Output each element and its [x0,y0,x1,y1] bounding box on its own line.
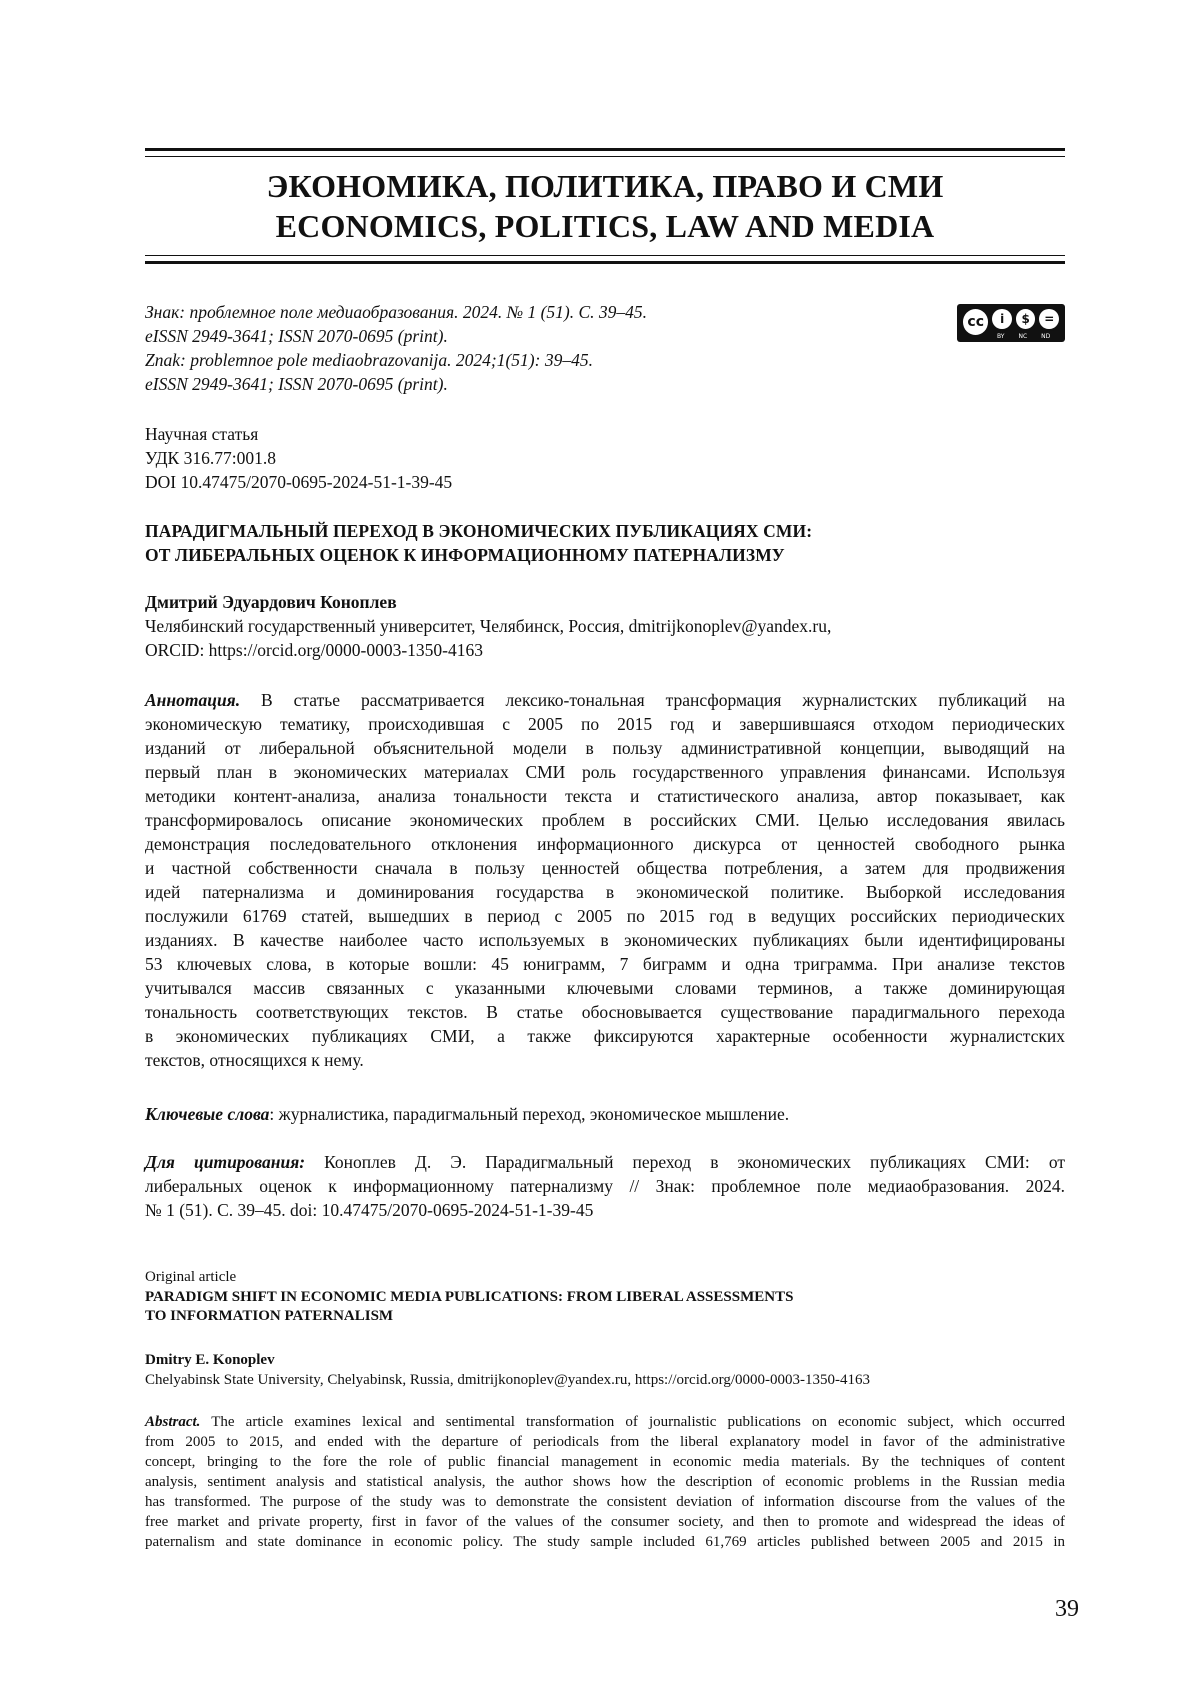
noderivatives-icon: = [1037,307,1061,331]
english-header [145,1268,1065,1327]
journal-citation-line: eISSN 2949-3641; ISSN 2070-0695 (print). [145,374,448,394]
page-number: 39 [1055,1596,1079,1622]
abstract-en-label: Abstract. [145,1414,201,1430]
journal-citation-line: Znak: problemnoe pole mediaobrazovanija. 2024;1(51): 39–45. [145,350,593,370]
journal-citation-line: eISSN 2949-3641; ISSN 2070-0695 (print). [145,326,448,346]
abstract-en-line [145,1412,1065,1432]
section-title [145,166,1065,246]
author-name-en: Dmitry E. Konoplev [145,1352,275,1368]
citation-ru-line: либеральных оценок к информационному патернализму // Знак: проблемное поле медиаобразования. 2024. [145,1176,1065,1196]
citation-ru [145,1150,1065,1222]
abstract-ru-line: методики контент-анализа, анализа тональности текста и статистического анализа, автор показывает, как [145,786,1065,806]
keywords-ru [145,1102,789,1126]
cc-icon: cc [961,307,990,337]
abstract-ru-text: В статье рассматривается лексико-тональная трансформация журналистских публикаций на [240,690,1065,710]
keywords-ru-text: : журналистика, парадигмальный переход, экономическое мышление. [269,1104,790,1124]
abstract-ru-line: текстов, относящихся к нему. [145,1050,364,1070]
cc-labels [997,333,1050,340]
abstract-ru-line: изданиях. В качестве наиболее часто используемых в экономических публикациях были идентифицированы [145,930,1065,950]
article-title-ru-line: ПАРАДИГМАЛЬНЫЙ ПЕРЕХОД В ЭКОНОМИЧЕСКИХ ПУБЛИКАЦИЯХ СМИ: [145,521,813,541]
citation-ru-line [145,1150,1065,1174]
cc-label-nd: ND [1041,333,1051,340]
abstract-ru-line: демонстрация последовательного отклонения информационного дискурса от ценностей свободного рынка [145,834,1065,854]
citation-ru-text: Коноплев Д. Э. Парадигмальный переход в экономических публикациях СМИ: от [305,1152,1065,1172]
author-name-ru: Дмитрий Эдуардович Коноплев [145,592,397,612]
abstract-ru-line: в экономических публикациях СМИ, а также фиксируются характерные особенности журналистских [145,1026,1065,1046]
abstract-en-line: paternalism and state dominance in economic policy. The study sample included 61,769 articles published between 2005 and 2015 in [145,1534,1065,1550]
author-ru [145,590,831,662]
journal-citation [145,300,905,396]
section-title-en: ECONOMICS, POLITICS, LAW AND MEDIA [275,208,935,244]
section-title-ru: ЭКОНОМИКА, ПОЛИТИКА, ПРАВО И СМИ [266,168,944,204]
header-rule-bottom [145,255,1065,264]
author-en [145,1350,870,1390]
abstract-ru-line: экономическую тематику, происходившая с 2005 по 2015 год и завершившаяся отходом периодических [145,714,1065,734]
author-affiliation-ru: Челябинский государственный университет, Челябинск, Россия, dmitrijkonoplev@yandex.ru, [145,616,832,636]
article-title-ru-line: ОТ ЛИБЕРАЛЬНЫХ ОЦЕНОК К ИНФОРМАЦИОННОМУ ПАТЕРНАЛИЗМУ [145,545,785,565]
article-title-ru [145,519,1065,567]
abstract-ru-line: трансформировалось описание экономических проблем в российских СМИ. Целью исследования явилась [145,810,1065,830]
abstract-en-line: from 2005 to 2015, and ended with the departure of periodicals from the liberal explanatory model in favor of the administrative [145,1434,1065,1450]
abstract-ru-line: идей патернализма и доминирования государства в экономической политике. Выборкой исследования [145,882,1065,902]
author-affiliation-en: Chelyabinsk State University, Chelyabinsk, Russia, dmitrijkonoplev@yandex.ru, https://orcid.org/0000-0003-1350-4163 [145,1372,870,1388]
abstract-ru-line: тональность соответствующих текстов. В статье обосновывается существование парадигмального перехода [145,1002,1065,1022]
abstract-en-text: The article examines lexical and sentimental transformation of journalistic publications on economic subject, which occurred [200,1414,1065,1430]
abstract-en [145,1412,1065,1552]
citation-ru-label: Для цитирования: [145,1152,306,1172]
abstract-en-line: analysis, sentiment analysis and statistical analysis, the author shows how the description of economic problems in the Russian media [145,1474,1065,1490]
abstract-ru-line: и частной собственности сначала в пользу ценностей общества потребления, а затем для продвижения [145,858,1065,878]
article-title-en-line: PARADIGM SHIFT IN ECONOMIC MEDIA PUBLICATIONS: FROM LIBERAL ASSESSMENTS [145,1288,794,1305]
cc-license-badge[interactable] [957,304,1065,342]
abstract-ru-line [145,688,1065,712]
abstract-en-line: has transformed. The purpose of the study was to demonstrate the consistent deviation of information discourse from the values of the [145,1494,1065,1510]
abstract-ru-line: изданий от либеральной объяснительной модели в пользу административной концепции, выводящий на [145,738,1065,758]
abstract-ru-line: 53 ключевых слова, в которые вошли: 45 юниграмм, 7 биграмм и одна триграмма. При анализе текстов [145,954,1065,974]
attribution-icon: i [990,307,1014,331]
abstract-en-line: concept, bringing to the fore the role of public financial management in economic media materials. By the techniques of content [145,1454,1065,1470]
abstract-ru-line: послужили 61769 статей, вышедших в период с 2005 по 2015 год в ведущих российских периодических [145,906,1065,926]
citation-ru-line: № 1 (51). С. 39–45. doi: 10.47475/2070-0695-2024-51-1-39-45 [145,1200,594,1220]
doi[interactable]: DOI 10.47475/2070-0695-2024-51-1-39-45 [145,472,453,492]
cc-label-by: BY [997,333,1005,340]
article-meta [145,422,452,494]
article-type: Научная статья [145,424,259,444]
keywords-ru-label: Ключевые слова [145,1104,270,1124]
udc-code: УДК 316.77:001.8 [145,448,276,468]
abstract-ru-label: Аннотация. [145,690,241,710]
header-rule-top [145,148,1065,157]
article-type-en: Original article [145,1269,237,1285]
noncommercial-icon: $ [1014,307,1038,331]
article-title-en-line: TO INFORMATION PATERNALISM [145,1308,394,1324]
cc-label-nc: NC [1018,333,1028,340]
journal-citation-line: Знак: проблемное поле медиаобразования. 2024. № 1 (51). С. 39–45. [145,302,648,322]
author-orcid-ru[interactable]: ORCID: https://orcid.org/0000-0003-1350-4163 [145,640,483,660]
abstract-en-line: free market and private property, first in favor of the values of the consumer society, and then to promote and widespread the ideas of [145,1514,1065,1530]
abstract-ru-line: учитывался массив связанных с указанными ключевыми словами терминов, а также доминирующая [145,978,1065,998]
abstract-ru-line: первый план в экономических материалах СМИ роль государственного управления финансами. Используя [145,762,1065,782]
abstract-ru [145,688,1065,1072]
